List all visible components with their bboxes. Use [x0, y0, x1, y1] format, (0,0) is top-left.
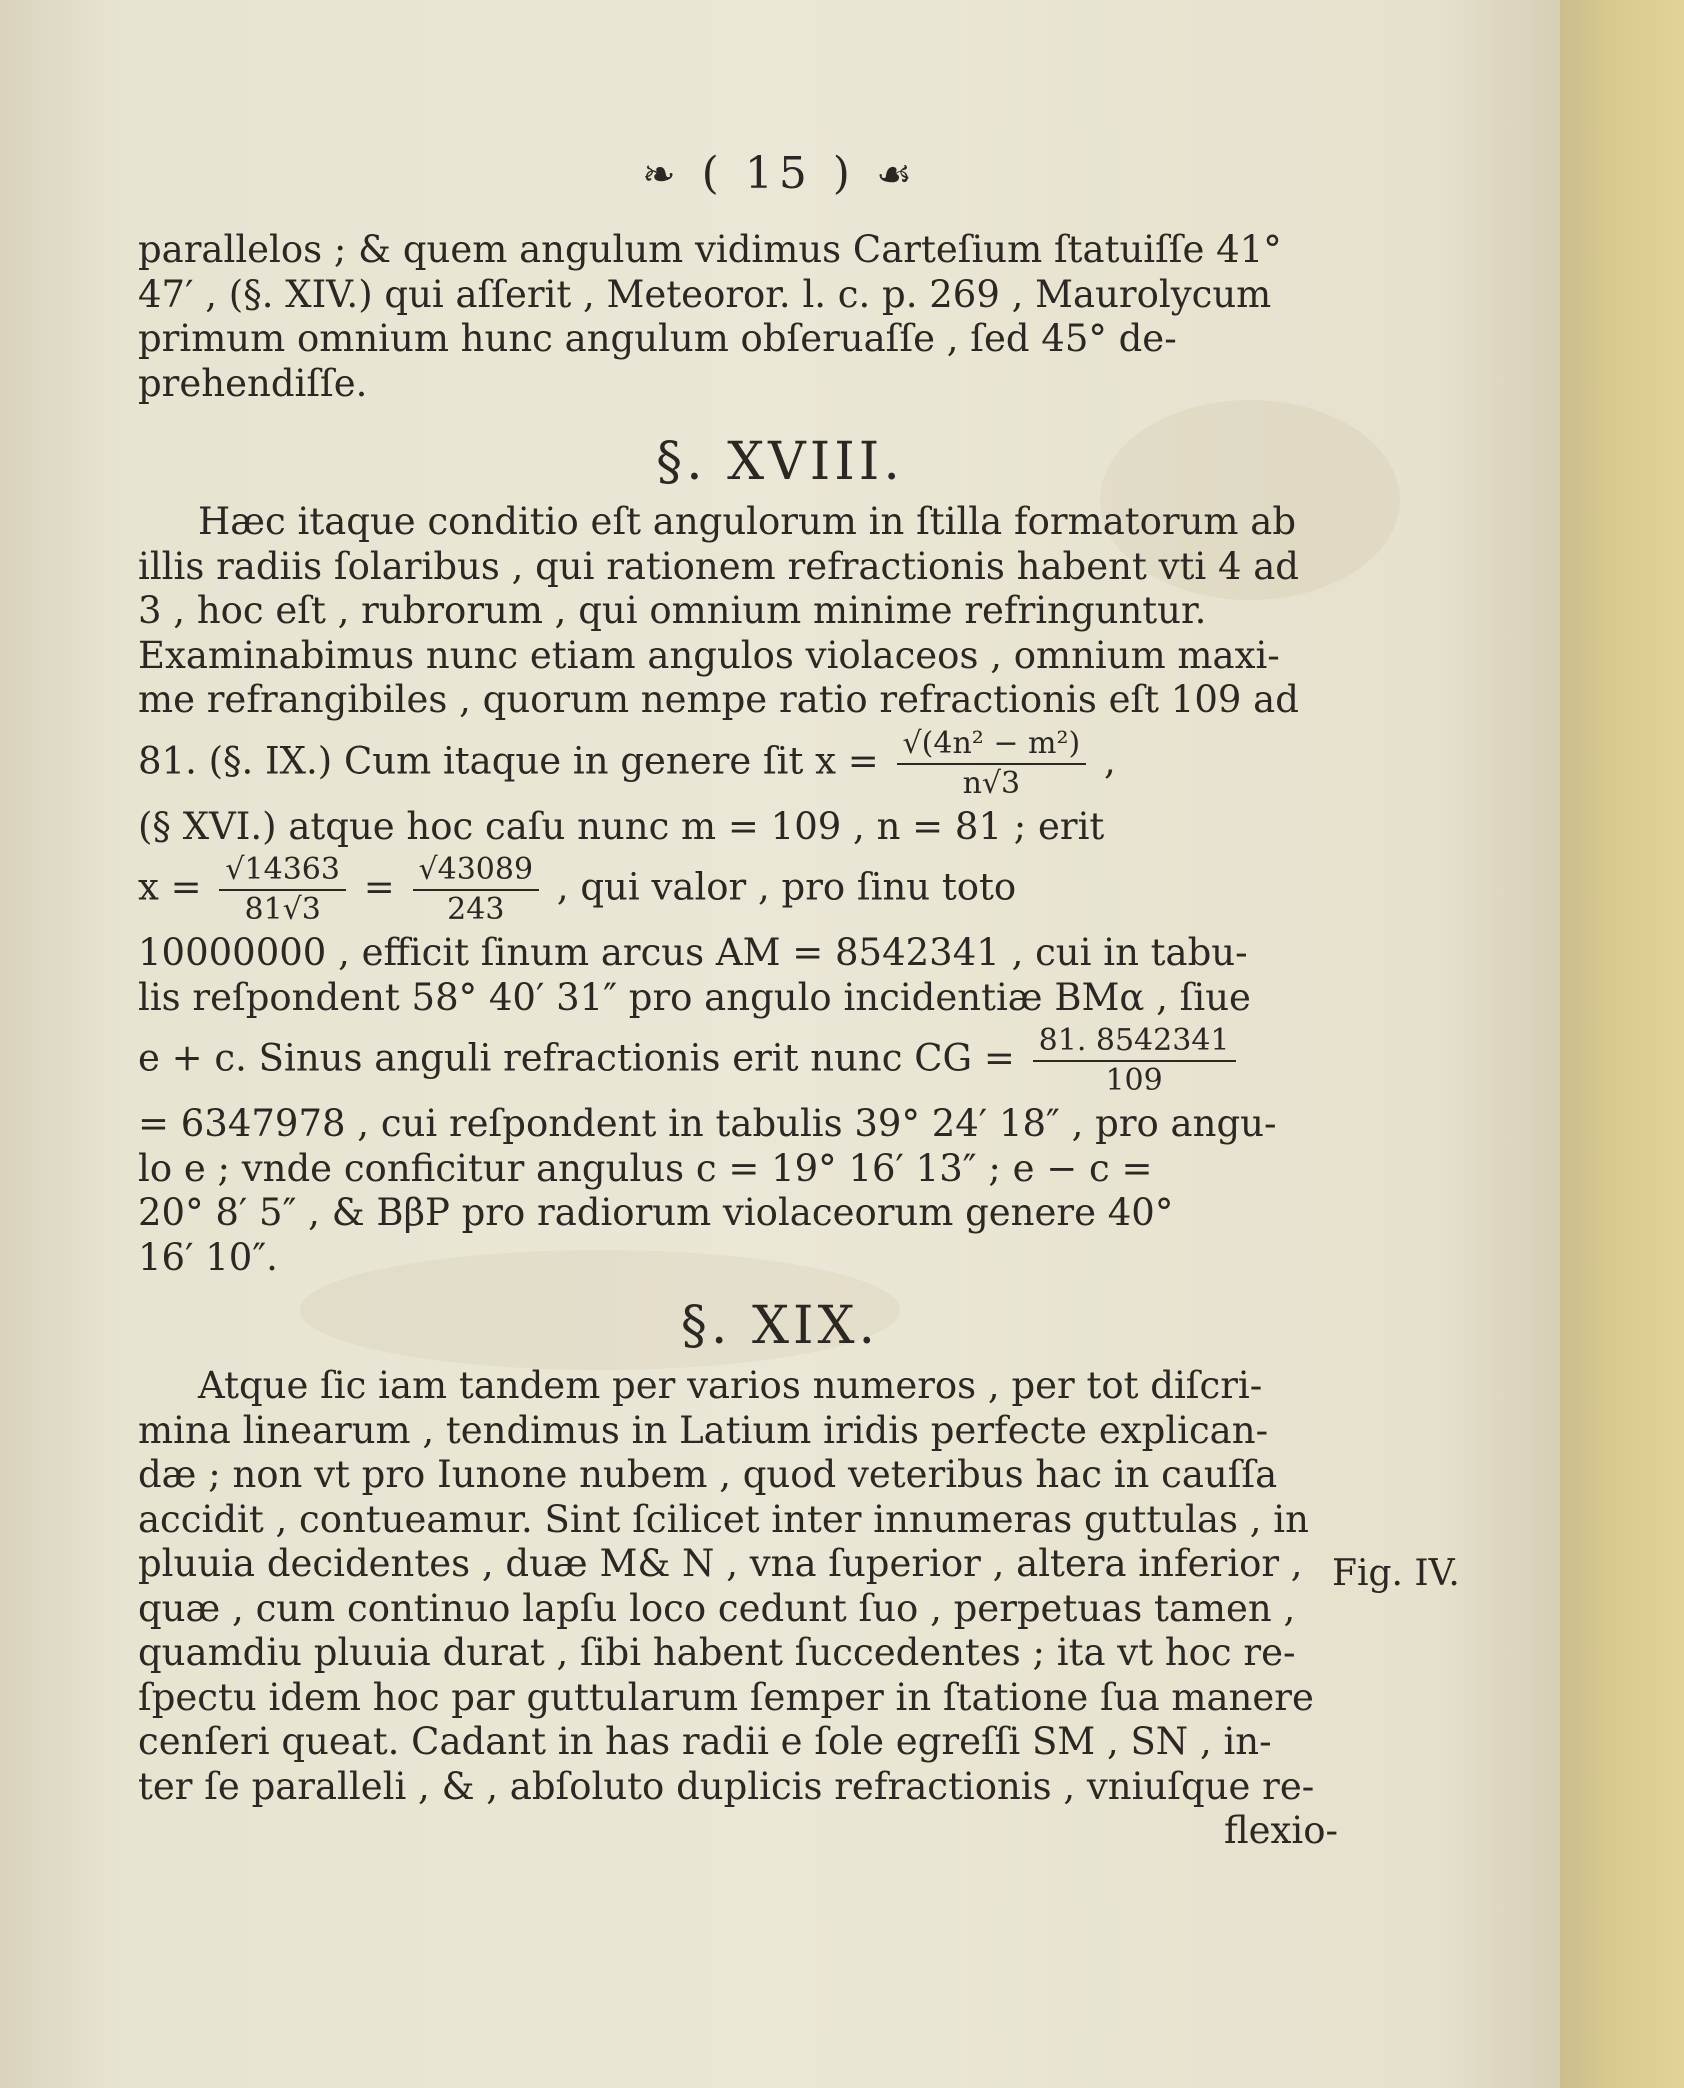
fraction: $\frac{\text{√(4n² − m²)}}{n√3}$ [897, 729, 1087, 799]
section-heading-18: §. XVIII. [656, 432, 904, 492]
text-line: (§ XVI.) atque hoc caſu nunc m = 109 , n = 81 ; erit [138, 804, 1105, 848]
text-line: 3 , hoc eſt , rubrorum , qui omnium minime refringuntur. [138, 589, 1207, 632]
text-line: quæ , cum continuo lapſu loco cedunt ſuo , perpetuas tamen , [138, 1586, 1296, 1630]
text-line: pluuia decidentes , duæ M& N , vna ſuperior , altera inferior , [138, 1542, 1303, 1585]
text-line: ter ſe paralleli , & , abſoluto duplicis refractionis , vniuſque re- [138, 1764, 1315, 1808]
text-line: illis radiis ſolaribus , qui rationem refractionis habent vti 4 ad [138, 544, 1299, 588]
text-line: mina linearum , tendimus in Latium iridis perfecte explican- [138, 1408, 1269, 1452]
figure-reference: Fig. IV. [1332, 1553, 1460, 1594]
text-line: 20° 8′ 5″ , & BβP pro radiorum violaceorum genere 40° [138, 1191, 1174, 1234]
text-line: lo e ; vnde conficitur angulus c = 19° 16′ 13″ ; e − c = [138, 1146, 1153, 1190]
text-line: accidit , contueamur. Sint ſcilicet inter innumeras guttulas , in [138, 1497, 1309, 1541]
ornament-left-icon: ❧ [642, 152, 682, 198]
formula-line: x = $\frac{√14363}{81√3}$ = $\frac{√43089}{243}$ , qui valor , pro ſinu toto [138, 852, 1017, 927]
fraction: $\frac{√14363}{81√3}$ [219, 855, 346, 925]
catchword: flexio- [1223, 1809, 1338, 1852]
fraction: $\frac{√43089}{243}$ [413, 855, 540, 925]
text-line: prehendiſſe. [138, 361, 368, 405]
page-edge [1560, 0, 1684, 2088]
text-line: primum omnium hunc angulum obſeruaſſe , ſed 45° de- [138, 317, 1177, 360]
text-line: quamdiu pluuia durat , ſibi habent ſuccedentes ; ita vt hoc re- [138, 1631, 1296, 1674]
text-line: Hæc itaque conditio eſt angulorum in ſtilla formatorum ab [198, 500, 1297, 543]
section-19-body [138, 1364, 1338, 1854]
formula-line: e + c. Sinus anguli refractionis erit nunc CG = $\frac{81. 8542341}{109}$ [138, 1026, 1338, 1096]
text-line: parallelos ; & quem angulum vidimus Carteſium ſtatuiſſe 41° [138, 228, 1282, 271]
text-line: Atque ſic iam tandem per varios numeros , per tot diſcri- [198, 1364, 1263, 1407]
top-paragraph [138, 228, 1338, 406]
text-line: Examinabimus nunc etiam angulos violaceos , omnium maxi- [138, 633, 1280, 677]
text-line: dæ ; non vt pro Iunone nubem , quod veteribus hac in cauſſa [138, 1453, 1278, 1496]
fraction: $\frac{81. 8542341}{109}$ [1033, 1026, 1236, 1096]
text-line: 16′ 10″. [138, 1235, 278, 1279]
ornament-right-icon: ☙ [875, 152, 918, 198]
text-line: 47′ , (§. XIV.) qui aſſerit , Meteoror. l. c. p. 269 , Maurolycum [138, 272, 1272, 316]
text-line: cenſeri queat. Cadant in has radii e ſole egreſſi SM , SN , in- [138, 1720, 1272, 1763]
text-line: ſpectu idem hoc par guttularum ſemper in ſtatione ſua manere [138, 1675, 1314, 1719]
section-18-body [138, 500, 1338, 1280]
text-line: = 6347978 , cui reſpondent in tabulis 39° 24′ 18″ , pro angu- [138, 1102, 1277, 1145]
text-line: me refrangibiles , quorum nempe ratio refractionis eſt 109 ad [138, 678, 1299, 721]
formula-line: 81. (§. IX.) Cum itaque in genere ſit x = $\frac{\text{√(4n² − m²)}}{n√3}$ , [138, 725, 1116, 801]
section-heading-19: §. XIX. [680, 1296, 880, 1356]
page-header [0, 148, 1560, 199]
page-number: ( 15 ) [701, 148, 856, 199]
text-line: lis reſpondent 58° 40′ 31″ pro angulo incidentiæ BMα , ſiue [138, 975, 1251, 1019]
text-line: 10000000 , efficit ſinum arcus AM = 8542341 , cui in tabu- [138, 931, 1248, 974]
